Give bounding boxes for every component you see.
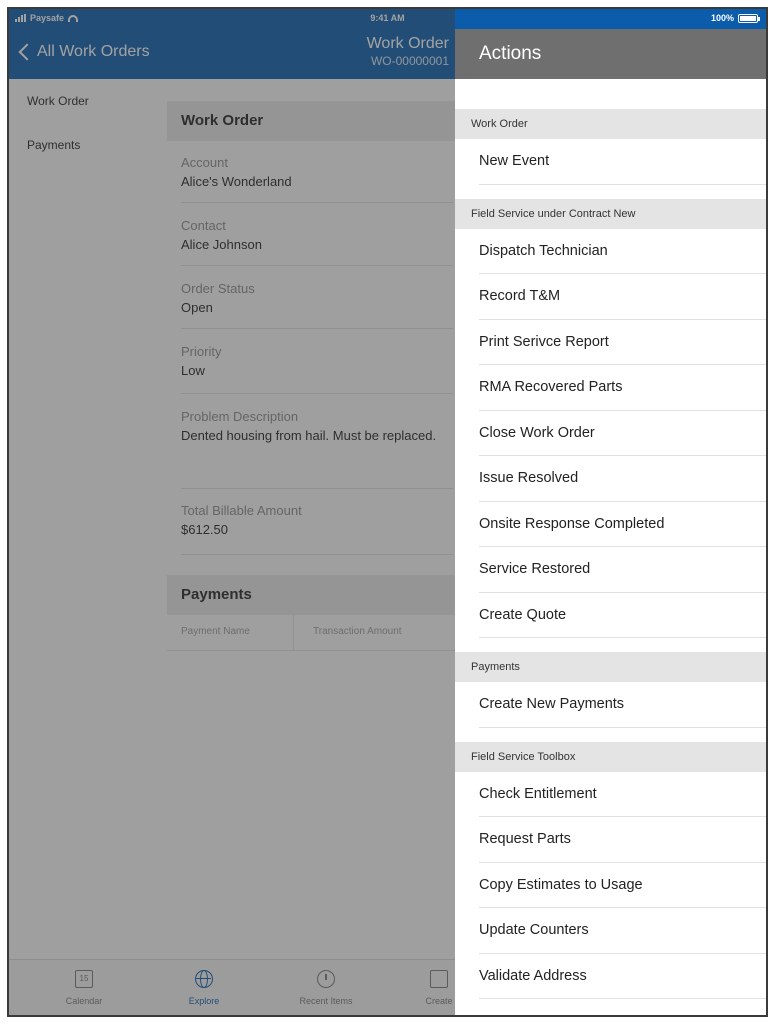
action-group-header: Work Order bbox=[455, 109, 768, 139]
action-new-event[interactable]: New Event bbox=[479, 139, 768, 185]
calendar-icon: 15 bbox=[75, 970, 93, 988]
column-transaction-amount: Transaction Amount bbox=[313, 626, 402, 637]
action-create-quote[interactable]: Create Quote bbox=[479, 593, 768, 639]
action-rma-recovered-parts[interactable]: RMA Recovered Parts bbox=[479, 365, 768, 411]
status-time: 9:41 AM bbox=[370, 13, 405, 23]
action-dispatch-technician[interactable]: Dispatch Technician bbox=[479, 229, 768, 275]
action-copy-estimates-to-usage[interactable]: Copy Estimates to Usage bbox=[479, 863, 768, 909]
device-frame bbox=[7, 7, 768, 1017]
field-label: Account bbox=[181, 155, 228, 170]
field-label: Total Billable Amount bbox=[181, 503, 302, 518]
action-onsite-response-completed[interactable]: Onsite Response Completed bbox=[479, 502, 768, 548]
battery-percent: 100% bbox=[710, 13, 734, 23]
field-value: $612.50 bbox=[181, 522, 228, 537]
action-service-restored[interactable]: Service Restored bbox=[479, 547, 768, 593]
tab-label: Create bbox=[425, 996, 453, 1006]
modal-backdrop[interactable] bbox=[9, 9, 455, 1017]
carrier-label: Paysafe bbox=[30, 13, 65, 23]
payments-section-header: Payments bbox=[167, 575, 467, 615]
action-group-header: Field Service under Contract New bbox=[455, 199, 768, 229]
section-nav-payments[interactable]: Payments bbox=[27, 138, 81, 152]
action-issue-resolved[interactable]: Issue Resolved bbox=[479, 456, 768, 502]
column-payment-name: Payment Name bbox=[181, 626, 250, 637]
field-label: Priority bbox=[181, 344, 222, 359]
action-close-work-order[interactable]: Close Work Order bbox=[479, 411, 768, 457]
field-value: Alice's Wonderland bbox=[181, 174, 292, 189]
field-value: Dented housing from hail. Must be replaced. bbox=[181, 428, 437, 443]
field-value: Open bbox=[181, 300, 213, 315]
field-label: Contact bbox=[181, 218, 226, 233]
back-label: All Work Orders bbox=[37, 43, 150, 60]
battery-icon bbox=[738, 14, 758, 23]
field-value: Alice Johnson bbox=[181, 237, 262, 252]
action-record-tm[interactable]: Record T&M bbox=[479, 274, 768, 320]
tab-label: Calendar bbox=[65, 996, 103, 1006]
field-label: Problem Description bbox=[181, 409, 299, 424]
section-nav-work-order[interactable]: Work Order bbox=[27, 94, 89, 108]
actions-panel bbox=[455, 29, 768, 1017]
action-update-counters[interactable]: Update Counters bbox=[479, 908, 768, 954]
actions-spacer bbox=[455, 638, 768, 652]
action-request-parts[interactable]: Request Parts bbox=[479, 817, 768, 863]
field-label: Order Status bbox=[181, 281, 255, 296]
action-check-entitlement[interactable]: Check Entitlement bbox=[479, 772, 768, 818]
action-create-new-payments[interactable]: Create New Payments bbox=[479, 682, 768, 728]
action-validate-address[interactable]: Validate Address bbox=[479, 954, 768, 1000]
actions-spacer bbox=[455, 185, 768, 199]
action-group-header: Field Service Toolbox bbox=[455, 742, 768, 772]
actions-spacer bbox=[455, 728, 768, 742]
tab-label: Recent Items bbox=[299, 996, 353, 1006]
tab-label: Explore bbox=[188, 996, 220, 1006]
page-title: Work Order bbox=[366, 35, 449, 52]
action-print-service-report[interactable]: Print Serivce Report bbox=[479, 320, 768, 366]
actions-title: Actions bbox=[455, 29, 768, 79]
action-group-header: Payments bbox=[455, 652, 768, 682]
work-order-section-header: Work Order bbox=[167, 101, 467, 141]
field-value: Low bbox=[181, 363, 205, 378]
page-subtitle: WO-00000001 bbox=[370, 54, 449, 68]
actions-spacer bbox=[455, 79, 768, 109]
